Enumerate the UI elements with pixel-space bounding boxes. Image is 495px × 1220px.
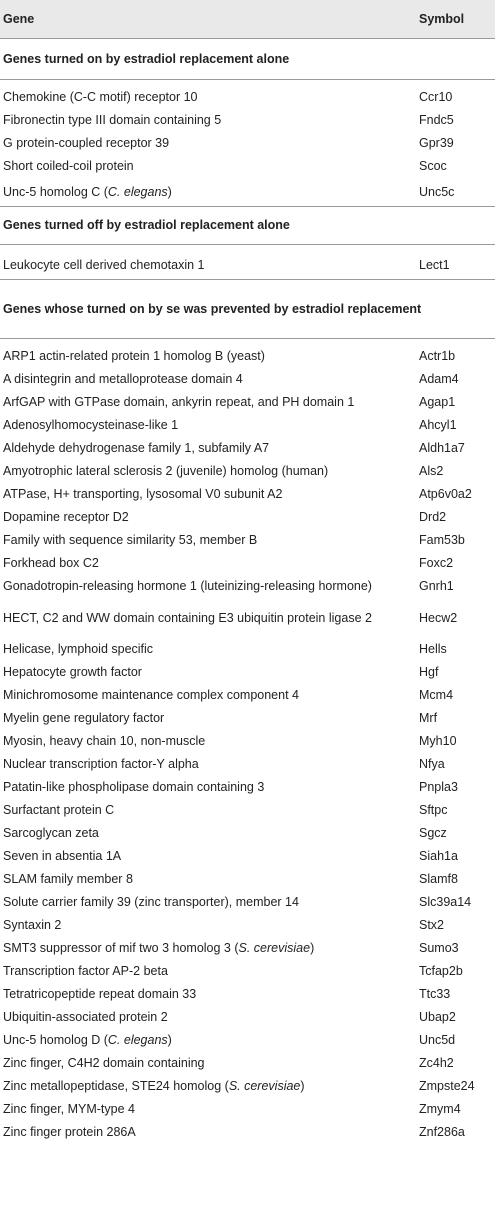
table-row [0,552,495,575]
gene-cell [0,1075,416,1098]
symbol-cell: Zmym4 [419,1102,461,1116]
table-row [0,109,495,132]
table-header [0,0,495,39]
gene-cell: Fibronectin type III domain containing 5 [3,113,222,127]
table-row [0,251,495,280]
symbol-cell: Hgf [419,665,439,679]
section-title: Genes turned off by estradiol replacement alone [0,207,495,245]
table-row [0,983,495,1006]
gene-name-prefix: Unc-5 homolog C ( [3,184,108,199]
table-row [0,822,495,845]
gene-cell: Zinc finger, C4H2 domain containing [3,1056,205,1070]
symbol-cell: Aldh1a7 [419,441,465,455]
symbol-cell: Siah1a [419,849,458,863]
table-row [0,483,495,506]
symbol-cell: Sgcz [419,826,447,840]
symbol-cell: Slamf8 [419,872,458,886]
gene-cell: Syntaxin 2 [3,918,62,932]
symbol-cell: Atp6v0a2 [419,487,472,501]
gene-cell: Chemokine (C-C motif) receptor 10 [3,90,198,104]
table-row [0,776,495,799]
species-name: S. cerevisiae [228,1079,301,1093]
gene-name-prefix: Zinc metallopeptidase, STE24 homolog ( [3,1079,229,1093]
gene-cell: ArfGAP with GTPase domain, ankyrin repeat, and PH domain 1 [3,395,355,409]
symbol-cell: Lect1 [419,257,450,272]
table-row [0,753,495,776]
symbol-cell: Tcfap2b [419,964,463,978]
section-header-row [0,39,495,80]
table-row [0,661,495,684]
gene-cell: HECT, C2 and WW domain containing E3 ubiquitin protein ligase 2 [3,610,372,625]
species-name: C. elegans [107,184,168,199]
symbol-cell: Foxc2 [419,556,454,570]
table-row [0,1029,495,1052]
table-row [0,1098,495,1121]
symbol-cell: Fndc5 [419,113,454,127]
symbol-cell: Mcm4 [419,688,454,702]
table-row [0,598,495,638]
symbol-cell: Unc5d [419,1033,456,1047]
table-row [0,132,495,155]
gene-cell: A disintegrin and metalloprotease domain 4 [3,372,243,386]
section-title: Genes turned on by estradiol replacement alone [0,39,495,80]
symbol-cell: Drd2 [419,510,447,524]
gene-cell: Hepatocyte growth factor [3,665,142,679]
gene-name-suffix: ) [167,184,172,199]
table-row [0,575,495,598]
table-row [0,868,495,891]
gene-cell: Patatin-like phospholipase domain containing 3 [3,780,265,794]
symbol-cell: Ccr10 [419,90,453,104]
table-row [0,960,495,983]
table-row [0,529,495,552]
symbol-cell: Gpr39 [419,136,454,150]
section-title: Genes whose turned on by se was prevented by estradiol replacement [0,280,495,339]
gene-cell: SLAM family member 8 [3,872,133,886]
symbol-cell: Mrf [419,711,438,725]
table-body [0,39,495,1145]
gene-name-suffix: ) [167,1033,172,1047]
table-row [0,1075,495,1098]
gene-name-prefix: Unc-5 homolog D ( [3,1033,108,1047]
symbol-cell: Zc4h2 [419,1056,454,1070]
table-row [0,891,495,914]
gene-cell: Forkhead box C2 [3,556,99,570]
symbol-cell: Ahcyl1 [419,418,457,432]
symbol-cell: Gnrh1 [419,579,454,593]
table-row [0,414,495,437]
gene-cell: Myosin, heavy chain 10, non-muscle [3,734,206,748]
symbol-cell: Znf286a [419,1125,465,1139]
gene-cell: Surfactant protein C [3,803,115,817]
table-row [0,178,495,207]
gene-cell: Myelin gene regulatory factor [3,711,165,725]
gene-cell: Nuclear transcription factor-Y alpha [3,757,199,771]
table-row [0,845,495,868]
gene-cell: Ubiquitin-associated protein 2 [3,1010,168,1024]
symbol-cell: Slc39a14 [419,895,472,909]
table-row [0,86,495,109]
gene-name-suffix: ) [310,941,315,955]
symbol-cell: Actr1b [419,349,456,363]
symbol-cell: Als2 [419,464,444,478]
table-row [0,1052,495,1075]
gene-cell: Family with sequence similarity 53, member B [3,533,258,547]
gene-cell: ATPase, H+ transporting, lysosomal V0 subunit A2 [3,487,283,501]
symbol-cell: Zmpste24 [419,1079,475,1093]
symbol-cell: Scoc [419,159,447,173]
table-row [0,155,495,178]
table-row [0,730,495,753]
table-row [0,638,495,661]
table-row [0,707,495,730]
gene-cell: Adenosylhomocysteinase-like 1 [3,418,179,432]
gene-cell: Zinc finger protein 286A [3,1125,136,1139]
gene-cell: Minichromosome maintenance complex component 4 [3,688,299,702]
header-row [0,0,495,39]
table-row [0,1121,495,1144]
gene-cell [0,1029,416,1052]
symbol-cell: Ttc33 [419,987,451,1001]
gene-cell: Transcription factor AP-2 beta [3,964,168,978]
symbol-cell: Stx2 [419,918,445,932]
gene-cell: Leukocyte cell derived chemotaxin 1 [3,257,205,272]
gene-cell: G protein-coupled receptor 39 [3,136,170,150]
species-name: S. cerevisiae [238,941,311,955]
gene-name-prefix: SMT3 suppressor of mif two 3 homolog 3 ( [3,941,239,955]
symbol-cell: Sumo3 [419,941,459,955]
symbol-cell: Unc5c [419,184,455,199]
gene-name-suffix: ) [300,1079,305,1093]
gene-cell [0,178,416,207]
header-gene: Gene [0,0,416,39]
table-row [0,506,495,529]
symbol-cell: Adam4 [419,372,459,386]
gene-cell [0,937,416,960]
table-row [0,799,495,822]
gene-cell: Tetratricopeptide repeat domain 33 [3,987,197,1001]
table-row [0,460,495,483]
table-row [0,914,495,937]
symbol-cell: Pnpla3 [419,780,458,794]
table-row [0,345,495,368]
symbol-cell: Hecw2 [419,610,458,625]
table-row [0,1006,495,1029]
gene-cell: Gonadotropin-releasing hormone 1 (luteinizing-releasing hormone) [3,579,372,593]
table-row [0,368,495,391]
symbol-cell: Myh10 [419,734,457,748]
gene-cell: Amyotrophic lateral sclerosis 2 (juvenile) homolog (human) [3,464,329,478]
table-row [0,391,495,414]
species-name: C. elegans [107,1033,168,1047]
gene-cell: Sarcoglycan zeta [3,826,99,840]
gene-cell: Zinc finger, MYM-type 4 [3,1102,135,1116]
gene-cell: Seven in absentia 1A [3,849,122,863]
section-header-row [0,207,495,245]
table-row [0,937,495,960]
gene-cell: Helicase, lymphoid specific [3,642,154,656]
gene-cell: Dopamine receptor D2 [3,510,129,524]
gene-cell: Solute carrier family 39 (zinc transporter), member 14 [3,895,299,909]
header-symbol: Symbol [416,0,495,39]
symbol-cell: Fam53b [419,533,465,547]
gene-cell: Short coiled-coil protein [3,159,134,173]
gene-cell: Aldehyde dehydrogenase family 1, subfamily A7 [3,441,270,455]
section-header-row [0,280,495,339]
table-row [0,437,495,460]
symbol-cell: Hells [419,642,447,656]
symbol-cell: Nfya [419,757,445,771]
symbol-cell: Agap1 [419,395,456,409]
symbol-cell: Sftpc [419,803,448,817]
table-row [0,684,495,707]
gene-cell: ARP1 actin-related protein 1 homolog B (yeast) [3,349,265,363]
symbol-cell: Ubap2 [419,1010,456,1024]
